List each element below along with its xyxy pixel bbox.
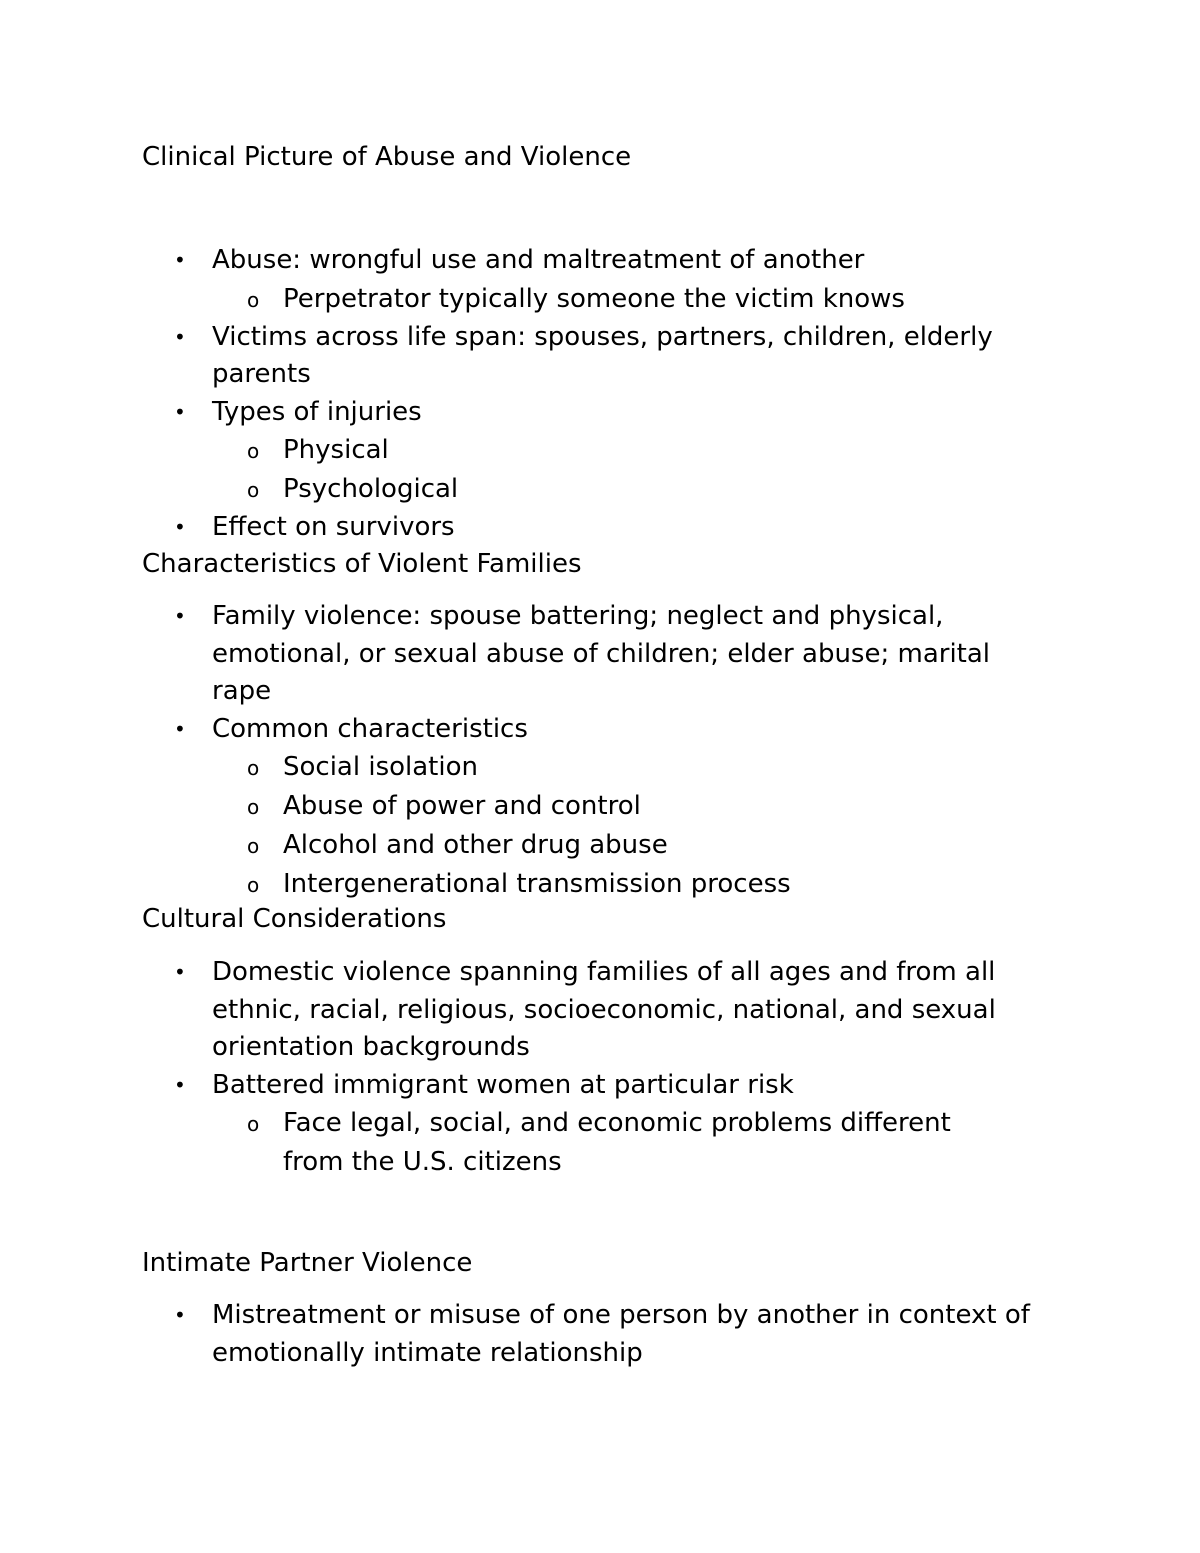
bullet-list-cultural-considerations — [0, 954, 1200, 1182]
list-item: • Domestic violence spanning families of all ages and from all ethnic, racial, religious, socioeconomic, national, and sexual orientation backgrounds — [0, 954, 1052, 1067]
list-item: • Common characteristics — [0, 711, 1052, 749]
bullet-marker: • — [174, 1303, 186, 1327]
section-heading-cultural-considerations: Cultural Considerations — [142, 904, 447, 934]
bullet-marker: • — [174, 604, 186, 628]
sub-list-item: o Alcohol and other drug abuse — [0, 826, 1003, 865]
sub-bullet-marker: o — [247, 795, 260, 819]
sub-bullet-marker: o — [247, 756, 260, 780]
bullet-marker: • — [174, 399, 186, 424]
sub-bullet-marker: o — [247, 287, 260, 312]
section-heading-clinical-picture: Clinical Picture of Abuse and Violence — [142, 142, 632, 172]
sub-bullet-marker: o — [247, 873, 260, 897]
bullet-list-intimate-partner-violence — [0, 1297, 1200, 1372]
sub-bullet-marker: o — [247, 1112, 260, 1136]
sub-list-item: o Physical — [0, 431, 1003, 470]
bullet-marker: • — [174, 716, 186, 741]
section-heading-violent-families: Characteristics of Violent Families — [142, 549, 582, 579]
list-item: • Abuse: wrongful use and maltreatment of another — [0, 242, 1052, 280]
bullet-marker: • — [174, 515, 186, 539]
sub-list-item: o Intergenerational transmission process — [0, 865, 1003, 904]
bullet-marker: • — [174, 1072, 186, 1097]
list-item: • Victims across life span: spouses, partners, children, elderly parents — [0, 319, 1052, 394]
list-item: • Types of injuries — [0, 394, 1052, 432]
bullet-marker: • — [174, 248, 186, 272]
bullet-list-clinical-picture — [0, 242, 1200, 547]
sub-list-item: o Face legal, social, and economic problems different from the U.S. citizens — [0, 1104, 1013, 1182]
bullet-marker: • — [174, 324, 186, 349]
sub-list-item: o Abuse of power and control — [0, 787, 1003, 826]
bullet-marker: • — [174, 960, 186, 984]
section-heading-intimate-partner-violence: Intimate Partner Violence — [142, 1248, 473, 1278]
list-item: • Effect on survivors — [0, 509, 1052, 547]
list-item: • Mistreatment or misuse of one person by another in context of emotionally intimate relationship — [0, 1297, 1052, 1372]
sub-list-item: o Social isolation — [0, 748, 1003, 787]
sub-bullet-marker: o — [247, 834, 260, 858]
list-item: • Battered immigrant women at particular risk — [0, 1067, 1052, 1105]
sub-bullet-marker: o — [247, 478, 260, 502]
list-item: • Family violence: spouse battering; neglect and physical, emotional, or sexual abuse of children; elder abuse; marital rape — [0, 598, 1042, 711]
sub-list-item: o Psychological — [0, 470, 1003, 509]
sub-list-item: o Perpetrator typically someone the victim knows — [0, 280, 1003, 319]
bullet-list-violent-families — [0, 598, 1200, 904]
sub-bullet-marker: o — [247, 439, 260, 463]
